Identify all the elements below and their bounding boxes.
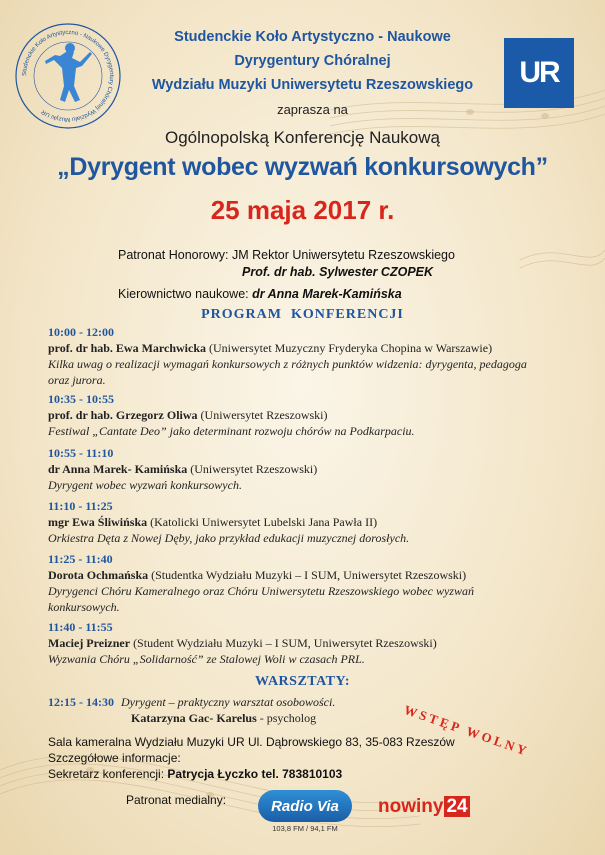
svg-text:Studenckie Koło Artystyczno -: Studenckie Koło Artystyczno - Naukowe Dyrygentury Chóralnej Wydziału Muzyki UR [21,29,115,123]
patronage-person: Prof. dr hab. Sylwester CZOPEK [242,265,434,279]
patronage-line [118,248,455,262]
scientific-lead-line [118,287,402,301]
nowiny24-number: 24 [446,796,468,817]
program-time: 11:25 - 11:40 [48,552,113,566]
program-time: 10:00 - 12:00 [48,325,114,339]
program-speaker-line [48,636,437,650]
venue-address: Sala kameralna Wydziału Muzyki UR Ul. Dąbrowskiego 83, 35-083 Rzeszów [48,735,455,749]
invites-text: zaprasza na [277,102,348,117]
program-speaker: dr Anna Marek- Kamińska [48,462,188,476]
program-speaker: mgr Ewa Śliwińska [48,515,148,529]
secretary-label: Sekretarz konferencji: [48,767,165,781]
university-logo [504,38,574,108]
radio-via-name: Radio Via [271,797,339,815]
program-time: 10:55 - 11:10 [48,446,114,460]
patronage-label: Patronat Honorowy: [118,248,229,262]
radio-via-frequency: 103,8 FM / 94,1 FM [272,824,338,833]
program-time: 11:10 - 11:25 [48,499,113,513]
program-speaker: Maciej Preizner [48,636,131,650]
program-speaker: Dorota Ochmańska [48,568,149,582]
details-label: Szczegółowe informacje: [48,751,181,765]
media-label: Patronat medialny: [126,793,227,807]
secretary-value: Patrycja Łyczko tel. 783810103 [167,767,343,781]
program-description: Kilka uwag o realizacji wymagań konkursowych z różnych punktów widzenia: dyrygenta, pedagoga [48,357,527,371]
program-speaker: prof. dr hab. Grzegorz Oliwa [48,408,198,422]
workshop-time: 12:15 - 14:30 [48,695,114,709]
program-affiliation: (Uniwersytet Rzeszowski) [190,462,318,476]
program-description-cont: oraz jurora. [48,373,106,387]
secretary-line [48,767,342,781]
workshop-title: Dyrygent – praktyczny warsztat osobowości. [121,695,336,709]
workshop-host-role: - psycholog [259,711,317,725]
scientific-lead-label: Kierownictwo naukowe: [118,287,249,301]
workshop-host-line [131,711,316,725]
program-description-cont: konkursowych. [48,600,120,614]
free-entry-stamp: WSTĘP WOLNY [402,702,532,759]
program-affiliation: (Uniwersytet Rzeszowski) [200,408,328,422]
program-heading: PROGRAM KONFERENCJI [201,307,404,322]
program-description: Dyrygent wobec wyzwań konkursowych. [48,478,242,492]
event-title: „Dyrygent wobec wyzwań konkursowych” [57,153,548,181]
header-line-3: Wydziału Muzyki Uniwersytetu Rzeszowskiego [151,77,474,93]
patronage-value: JM Rektor Uniwersytetu Rzeszowskiego [231,248,455,262]
program-speaker-line [48,462,317,476]
university-logo-text: UR [519,56,559,89]
header-line-2: Dyrygentury Chóralnej [234,53,391,69]
program-time: 11:40 - 11:55 [48,620,113,634]
program-time: 10:35 - 10:55 [48,392,114,406]
program-affiliation: (Katolicki Uniwersytet Lubelski Jana Pawła II) [150,515,378,529]
program-description: Festiwal „Cantate Deo” jako determinant rozwoju chórów na Podkarpaciu. [48,424,415,438]
program-speaker-line [48,568,466,582]
header-line-1: Studenckie Koło Artystyczno - Naukowe [174,29,451,45]
program-speaker-line [48,515,377,529]
program-speaker-line [48,341,492,355]
nowiny24-logo [378,796,470,818]
program-description: Wyzwania Chóru „Solidarność” ze Stalowej Woli w czasach PRL. [48,652,365,666]
workshop-line [48,695,335,709]
program-affiliation: (Student Wydziału Muzyki – I SUM, Uniwersytet Rzeszowski) [133,636,437,650]
radio-via-badge [258,790,352,822]
workshops-heading: WARSZTATY: [255,674,350,689]
program-speaker: prof. dr hab. Ewa Marchwicka [48,341,207,355]
program-affiliation: (Studentka Wydziału Muzyki – I SUM, Uniwersytet Rzeszowski) [151,568,467,582]
scientific-lead-value: dr Anna Marek-Kamińska [252,287,402,301]
program-description: Dyrygenci Chóru Kameralnego oraz Chóru Uniwersytetu Rzeszowskiego wobec wyzwań [48,584,474,598]
program-speaker-line [48,408,328,422]
radio-via-logo [258,790,352,836]
event-type: Ogólnopolską Konferencję Naukową [164,128,440,147]
workshop-host: Katarzyna Gac- Karelus [131,711,257,725]
program-description: Orkiestra Dęta z Nowej Dęby, jako przykład edukacji muzycznej dorosłych. [48,531,410,545]
program-affiliation: (Uniwersytet Muzyczny Fryderyka Chopina w Warszawie) [209,341,493,355]
nowiny24-text: nowiny [378,796,444,817]
event-date: 25 maja 2017 r. [210,195,395,225]
